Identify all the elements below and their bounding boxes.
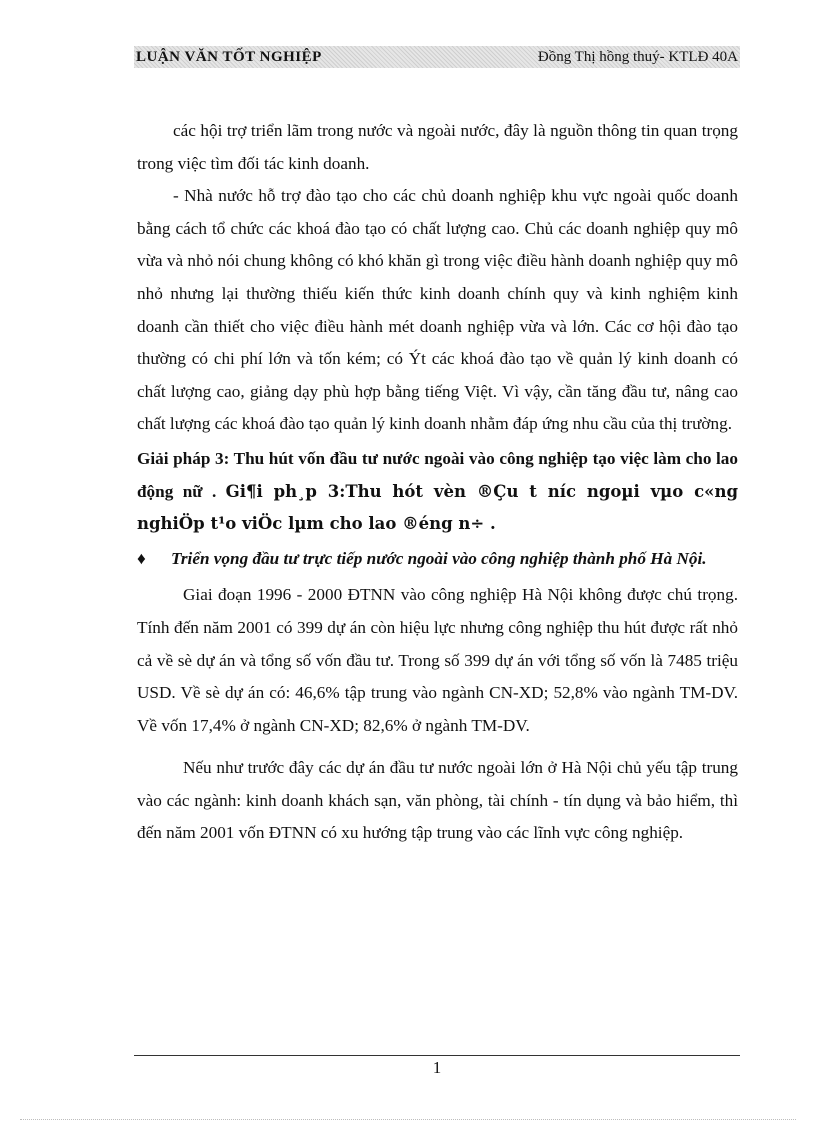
perspective-heading-text: Triển vọng đầu tư trực tiếp nước ngoài vào công nghiệp thành phố Hà Nội. xyxy=(171,548,707,568)
page-edge-divider xyxy=(20,1119,796,1120)
diamond-bullet-icon: ♦ xyxy=(137,548,146,568)
solution-heading xyxy=(137,443,738,541)
document-body xyxy=(137,115,738,850)
paragraph-fdi-trend: Nếu như trước đây các dự án đầu tư nước ngoài lớn ở Hà Nội chủ yếu tập trung vào các ngành: kinh doanh khách sạn, văn phòng, tài chính - tín dụng và bảo hiểm, thì đến năm 2001 vốn ĐTNN có xu hướng tập trung vào các lĩnh vực công nghiệp. xyxy=(137,758,738,843)
page-number: 1 xyxy=(432,1058,442,1077)
solution-heading-text: Giải pháp 3: Thu hút vốn đầu tư nước ngoài vào công nghiệp tạo việc làm cho lao động nữ . xyxy=(137,448,738,501)
solution-heading-garbled: Gi¶i ph¸p 3:Thu hót vèn ®Çu t níc ngoµi vµo c«ng nghiÖp t¹o viÖc lµm cho lao ®éng n÷ . xyxy=(137,481,738,534)
paragraph-exhibitions: các hội trợ triển lãm trong nước và ngoài nước, đây là nguồn thông tin quan trọng trong việc tìm đối tác kinh doanh. xyxy=(137,121,738,173)
thesis-label: LUẬN VĂN TỐT NGHIỆP xyxy=(136,48,322,65)
paragraph-training: - Nhà nước hỗ trợ đào tạo cho các chủ doanh nghiệp khu vực ngoài quốc doanh bằng cách tổ chức các khoá đào tạo có chất lượng cao. Chủ các doanh nghiệp quy mô vừa và nhỏ nói chung không có khó khăn gì trong việc điều hành doanh nghiệp quy mô nhỏ nhưng lại thường thiếu kiến thức kinh doanh chính quy và kinh nghiệm kinh doanh cần thiết cho việc điều hành mét doanh nghiệp vừa và lớn. Các cơ hội đào tạo thường có chi phí lớn và tốn kém; có Ýt các khoá đào tạo về quản lý kinh doanh có chất lượng cao, giảng dạy phù hợp bằng tiếng Việt. Vì vậy, cần tăng đầu tư, nâng cao chất lượng các khoá đào tạo quản lý kinh doanh nhằm đáp ứng nhu cầu của thị trường. xyxy=(137,186,738,434)
paragraph-fdi-stats: Giai đoạn 1996 - 2000 ĐTNN vào công nghiệp Hà Nội không được chú trọng. Tính đến năm 2001 có 399 dự án còn hiệu lực nhưng công nghiệp thu hút được rất nhỏ cả về sè dự án và tổng số vốn đầu tư. Trong số 399 dự án với tổng số vốn là 7485 triệu USD. Về sè dự án có: 46,6% tập trung vào ngành CN-XD; 52,8% vào ngành TM-DV. Về vốn 17,4% ở ngành CN-XD; 82,6% ở ngành TM-DV. xyxy=(137,585,738,735)
perspective-heading xyxy=(137,543,738,576)
author-label: Đồng Thị hồng thuý- KTLĐ 40A xyxy=(537,48,738,65)
footer-divider xyxy=(134,1055,740,1056)
page-header xyxy=(134,46,740,68)
